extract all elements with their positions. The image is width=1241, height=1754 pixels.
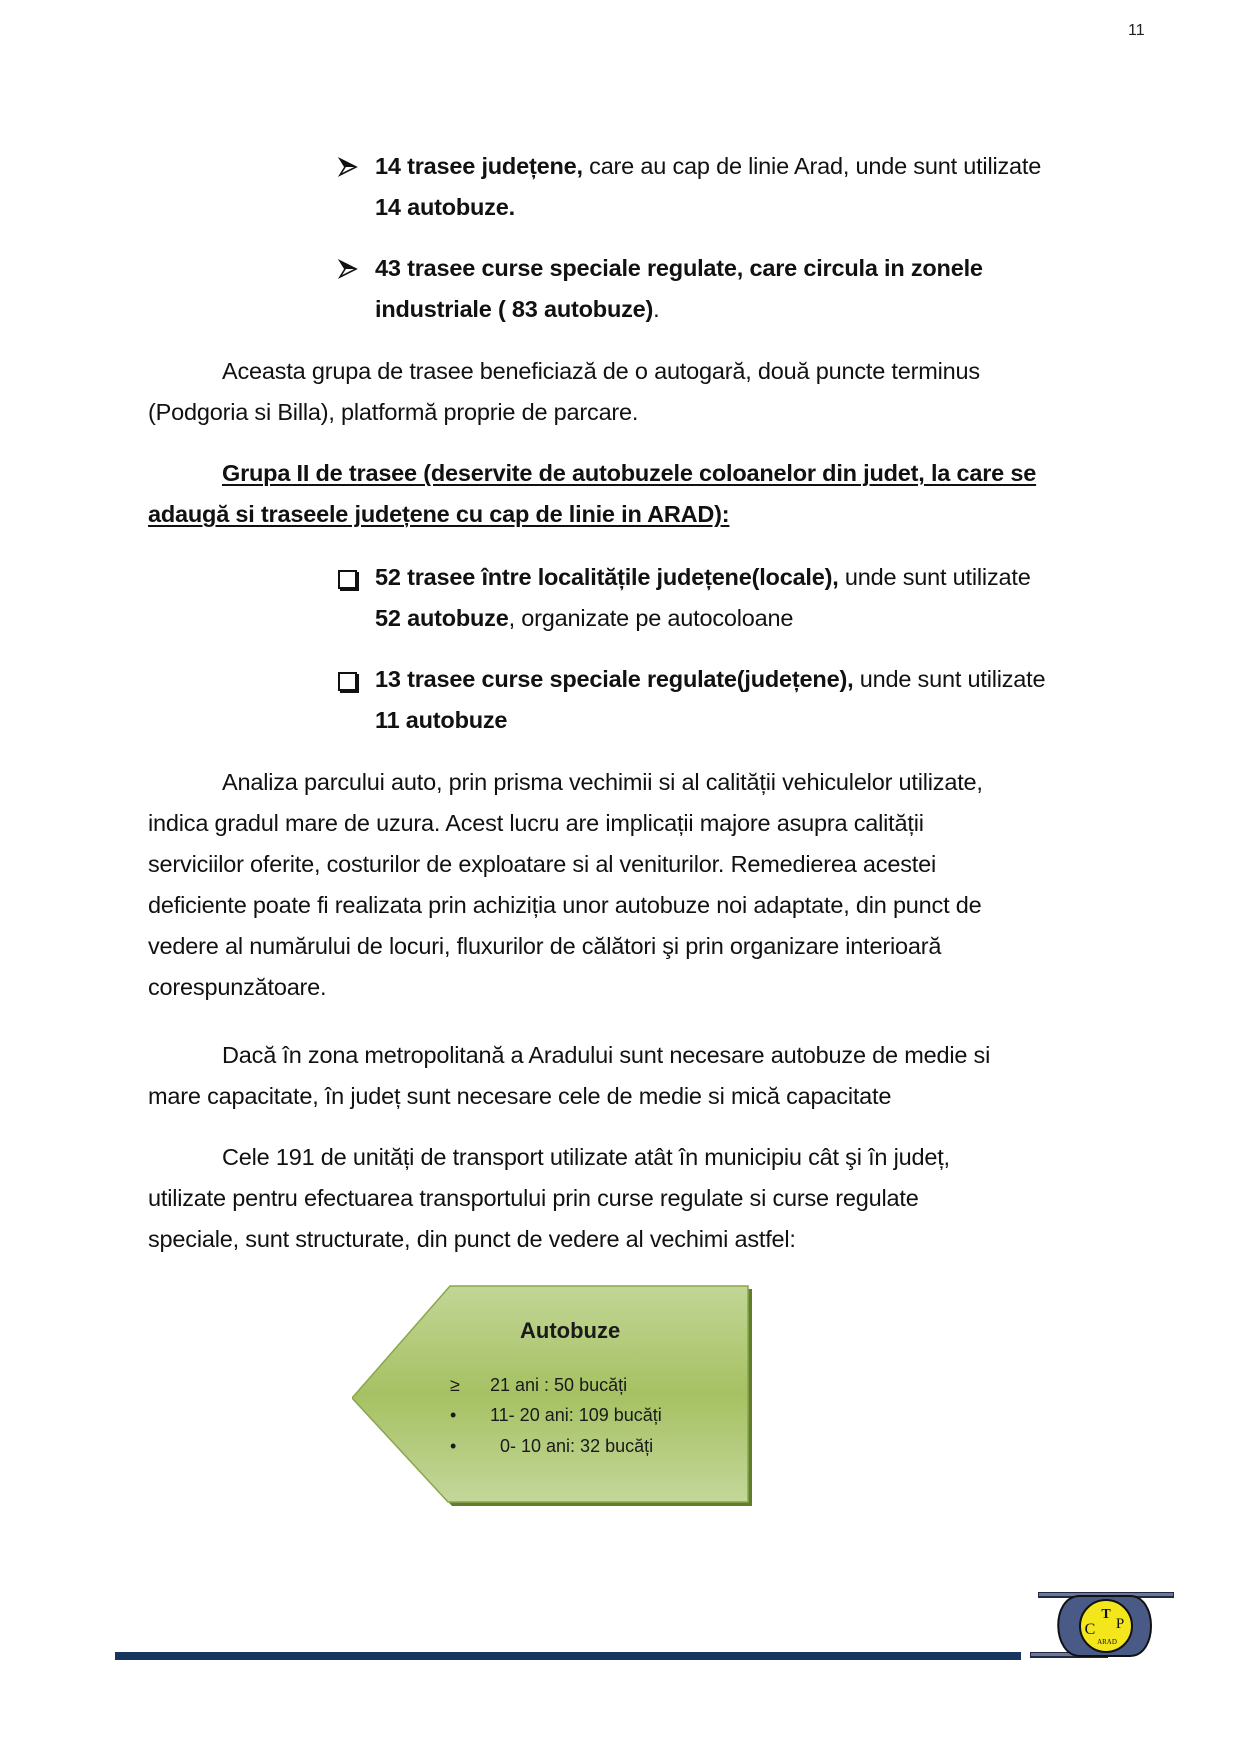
age-item: 11- 20 ani: 109 bucăți xyxy=(490,1405,662,1425)
heading-line: adaugă si traseele județene cu cap de linie in ARAD): xyxy=(148,501,730,527)
section-heading xyxy=(148,453,1138,535)
bullet-dot-icon: • xyxy=(450,1405,457,1425)
heading-line: Grupa II de trasee (deservite de autobuzele coloanelor din judet, la care se xyxy=(222,460,1037,486)
bullet-text-line2: . xyxy=(653,296,660,322)
bullet-text-line2: , organizate pe autocoloane xyxy=(508,605,794,631)
page-number: 11 xyxy=(1128,22,1145,39)
paragraph-line: deficiente poate fi realizata prin achiziția unor autobuze noi adaptate, din punct de xyxy=(148,892,982,918)
ctp-arad-logo xyxy=(1030,1586,1178,1662)
bullet-bold-line2: 11 autobuze xyxy=(375,707,508,733)
paragraph-line: corespunzătoare. xyxy=(148,974,327,1000)
bullet-bold-line2: 52 autobuze xyxy=(375,605,509,631)
svg-text:ARAD: ARAD xyxy=(1097,1638,1117,1646)
greater-equal-icon: ≥ xyxy=(450,1375,460,1395)
bullet-text: care au cap de linie Arad, unde sunt utilizate xyxy=(582,153,1042,179)
paragraph-line: Dacă în zona metropolitană a Aradului sunt necesare autobuze de medie si xyxy=(222,1042,991,1068)
list-item xyxy=(338,557,1158,639)
checkbox-bullet-icon xyxy=(338,659,366,704)
age-item: 0- 10 ani: 32 bucăți xyxy=(495,1436,654,1456)
age-item: 21 ani : 50 bucăți xyxy=(490,1375,628,1395)
checkbox-bullet-icon xyxy=(338,557,366,602)
bullet-bold-line2: 14 autobuze. xyxy=(375,194,515,220)
bullet-bold: 52 trasee între localitățile județene(locale), xyxy=(375,564,839,590)
bullet-bold: 14 trasee județene, xyxy=(375,153,583,179)
paragraph-line: serviciilor oferite, costurilor de exploatare si al veniturilor. Remedierea acestei xyxy=(148,851,936,877)
paragraph-units xyxy=(148,1137,1138,1260)
list-item xyxy=(338,146,1158,228)
svg-text:C: C xyxy=(1084,1621,1096,1638)
paragraph-line: vedere al numărului de locuri, fluxurilor de călători şi prin organizare interioară xyxy=(148,933,942,959)
bullet-text: unde sunt utilizate xyxy=(838,564,1031,590)
paragraph-line: (Podgoria si Billa), platformă proprie de parcare. xyxy=(148,399,639,425)
bullet-bold: 43 trasee curse speciale regulate, care circula in zonele xyxy=(375,255,983,281)
bullet-dot-icon: • xyxy=(450,1436,457,1456)
arrow-bullet-icon xyxy=(338,146,366,190)
paragraph-line: speciale, sunt structurate, din punct de vedere al vechimi astfel: xyxy=(148,1226,796,1252)
paragraph-line: indica gradul mare de uzura. Acest lucru are implicații majore asupra calității xyxy=(148,810,924,836)
paragraph-line: Analiza parcului auto, prin prisma vechimii si al calității vehiculelor utilizate, xyxy=(222,769,983,795)
paragraph-line: mare capacitate, în județ sunt necesare cele de medie si mică capacitate xyxy=(148,1083,892,1109)
paragraph-line: Aceasta grupa de trasee beneficiază de o autogară, două puncte terminus xyxy=(222,358,980,384)
svg-text:P: P xyxy=(1115,1616,1125,1632)
paragraph-group1 xyxy=(148,351,1138,433)
bullet-bold: 13 trasee curse speciale regulate(județene), xyxy=(375,666,854,692)
arrow-bullet-icon xyxy=(338,248,366,292)
bullet-text: unde sunt utilizate xyxy=(853,666,1046,692)
paragraph-line: Cele 191 de unități de transport utilizate atât în municipiu cât şi în județ, xyxy=(222,1144,950,1170)
footer-rule xyxy=(115,1652,1021,1660)
paragraph-capacity xyxy=(148,1035,1138,1117)
paragraph-line: utilizate pentru efectuarea transportului prin curse regulate si curse regulate xyxy=(148,1185,919,1211)
list-item xyxy=(338,248,1158,330)
autobuze-title: Autobuze xyxy=(520,1318,621,1343)
svg-text:T: T xyxy=(1101,1607,1111,1622)
paragraph-analysis xyxy=(148,762,1138,1008)
list-item xyxy=(338,659,1158,741)
bullet-bold-line2: industriale ( 83 autobuze) xyxy=(375,296,654,322)
